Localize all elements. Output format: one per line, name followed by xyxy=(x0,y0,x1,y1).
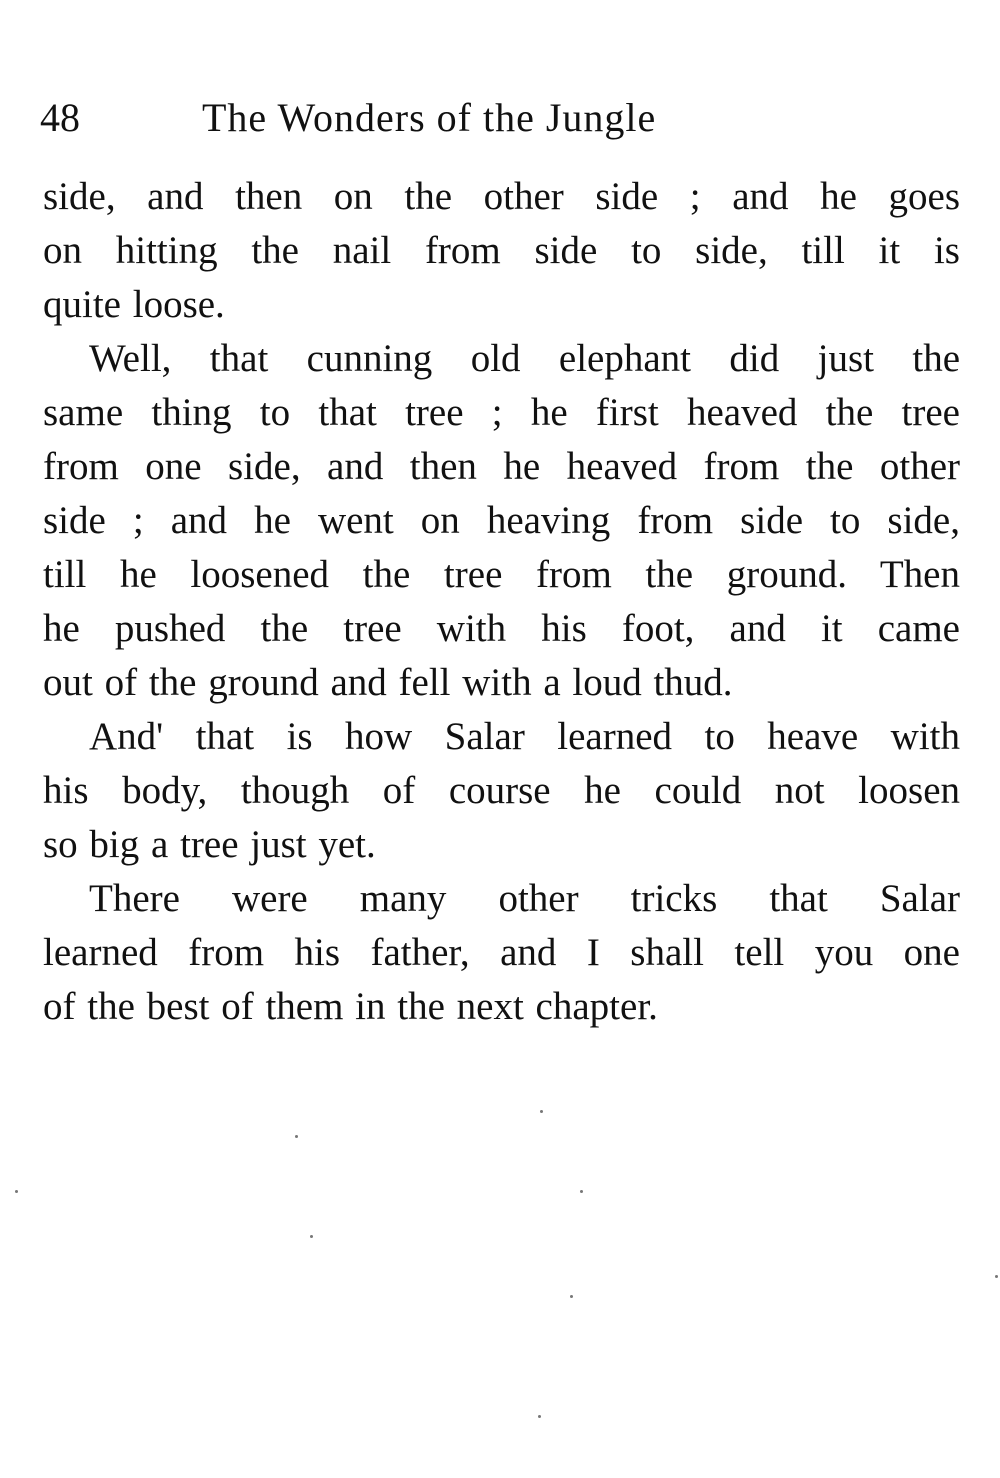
text-line: There were many other tricks that Salar xyxy=(89,877,960,920)
text-line: till he loosened the tree from the ground. Then xyxy=(43,553,960,596)
scan-speck xyxy=(580,1190,583,1193)
paragraph-3 xyxy=(43,710,960,872)
text-line: Well, that cunning old elephant did just the xyxy=(89,337,960,380)
text-line: out of the ground and fell with a loud thud. xyxy=(43,661,733,704)
scan-speck xyxy=(310,1235,313,1238)
text-line: And' that is how Salar learned to heave with xyxy=(89,715,960,758)
running-head xyxy=(40,88,960,148)
text-line: he pushed the tree with his foot, and it came xyxy=(43,607,960,650)
body-text xyxy=(43,170,960,1034)
paragraph-4 xyxy=(43,872,960,1034)
scan-speck xyxy=(15,1190,18,1193)
text-line: quite loose. xyxy=(43,283,225,326)
text-line: from one side, and then he heaved from the other xyxy=(43,445,960,488)
scan-speck xyxy=(570,1295,573,1298)
scan-speck xyxy=(538,1415,541,1418)
text-line: so big a tree just yet. xyxy=(43,823,376,866)
scan-speck xyxy=(295,1135,298,1138)
running-title: The Wonders of the Jungle xyxy=(202,95,657,140)
text-line: of the best of them in the next chapter. xyxy=(43,985,658,1028)
text-line: side ; and he went on heaving from side to side, xyxy=(43,499,960,542)
scan-speck xyxy=(540,1110,543,1113)
text-line: on hitting the nail from side to side, till it is xyxy=(43,229,960,272)
paragraph-1 xyxy=(43,170,960,332)
text-line: side, and then on the other side ; and he goes xyxy=(43,175,960,218)
page-number: 48 xyxy=(40,95,80,140)
text-line: same thing to that tree ; he first heaved the tree xyxy=(43,391,960,434)
text-line: his body, though of course he could not loosen xyxy=(43,769,960,812)
scan-speck xyxy=(995,1275,998,1278)
text-line: learned from his father, and I shall tell you one xyxy=(43,931,960,974)
paragraph-2 xyxy=(43,332,960,710)
